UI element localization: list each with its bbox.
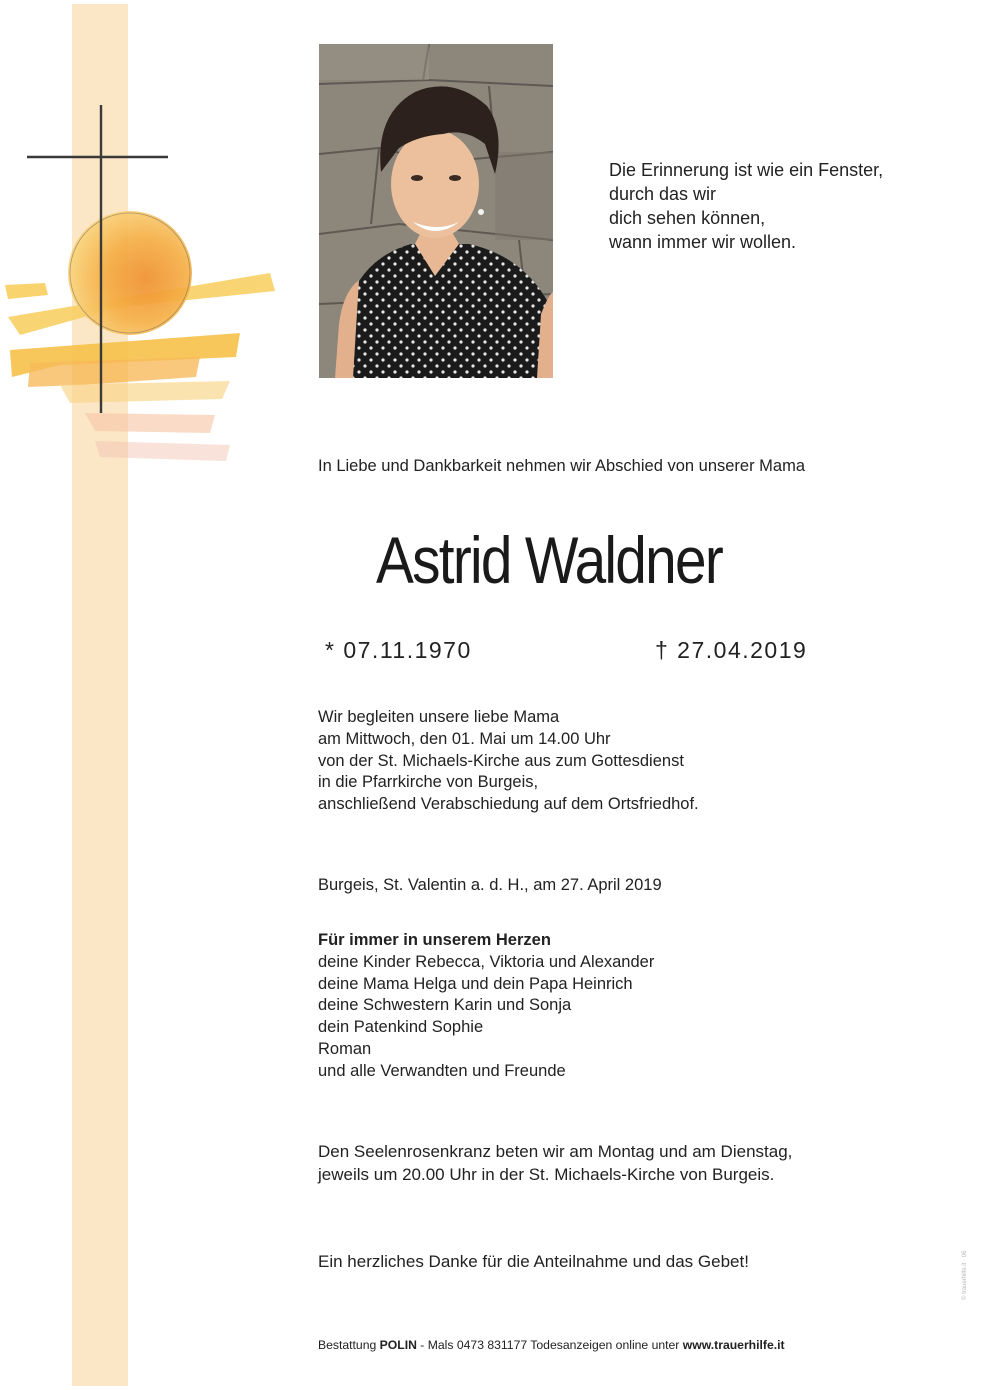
deceased-name: Astrid Waldner xyxy=(376,523,723,597)
mourner-line: deine Kinder Rebecca, Viktoria und Alexander xyxy=(318,952,655,971)
cross-and-sun-artwork xyxy=(0,95,280,475)
footer-prefix: Bestattung xyxy=(318,1338,380,1352)
funeral-line: von der St. Michaels-Kirche aus zum Gottesdienst xyxy=(318,751,684,770)
mourner-line: deine Schwestern Karin und Sonja xyxy=(318,996,572,1015)
quote-line: dich sehen können, xyxy=(609,208,766,228)
birth-date: * 07.11.1970 xyxy=(325,637,472,663)
sun-shape xyxy=(68,211,192,335)
rosary-notice xyxy=(318,1140,792,1186)
quote-line: wann immer wir wollen. xyxy=(609,232,797,252)
mourner-line: Roman xyxy=(318,1039,372,1058)
farewell-intro: In Liebe und Dankbarkeit nehmen wir Abschied von unserer Mama xyxy=(318,457,806,475)
funeral-line: am Mittwoch, den 01. Mai um 14.00 Uhr xyxy=(318,729,611,748)
mourner-line: und alle Verwandten und Freunde xyxy=(318,1061,566,1080)
funeral-home-name: POLIN xyxy=(379,1338,417,1352)
funeral-line: Wir begleiten unsere liebe Mama xyxy=(318,708,560,726)
mourners-heading: Für immer in unserem Herzen xyxy=(318,931,551,949)
quote-line: Die Erinnerung ist wie ein Fenster, xyxy=(609,160,884,180)
mourner-line: dein Patenkind Sophie xyxy=(318,1018,484,1037)
memorial-quote xyxy=(609,158,949,254)
rosary-line: jeweils um 20.00 Uhr in der St. Michaels-Kirche von Burgeis. xyxy=(318,1165,775,1184)
mourner-line: deine Mama Helga und dein Papa Heinrich xyxy=(318,974,633,993)
funeral-details xyxy=(318,707,699,816)
portrait-photo xyxy=(319,44,553,378)
rosary-line: Den Seelenrosenkranz beten wir am Montag und am Dienstag, xyxy=(318,1142,793,1161)
funeral-line: anschließend Verabschiedung auf dem Ortsfriedhof. xyxy=(318,795,699,814)
thanks-note: Ein herzliches Danke für die Anteilnahme und das Gebet! xyxy=(318,1252,749,1271)
face xyxy=(391,130,479,238)
footer-contact: - Mals 0473 831177 Todesanzeigen online unter xyxy=(416,1338,683,1352)
place-and-date: Burgeis, St. Valentin a. d. H., am 27. April 2019 xyxy=(318,876,662,894)
funeral-line: in die Pfarrkirche von Burgeis, xyxy=(318,773,539,792)
death-date: † 27.04.2019 xyxy=(655,637,808,663)
funeral-home-footer xyxy=(318,1338,785,1352)
print-edge-note: © trauerhilfe.it · 06 xyxy=(962,1250,968,1300)
quote-line: durch das wir xyxy=(609,184,717,204)
mourners-list xyxy=(318,930,654,1083)
website-link[interactable]: www.trauerhilfe.it xyxy=(682,1338,785,1352)
